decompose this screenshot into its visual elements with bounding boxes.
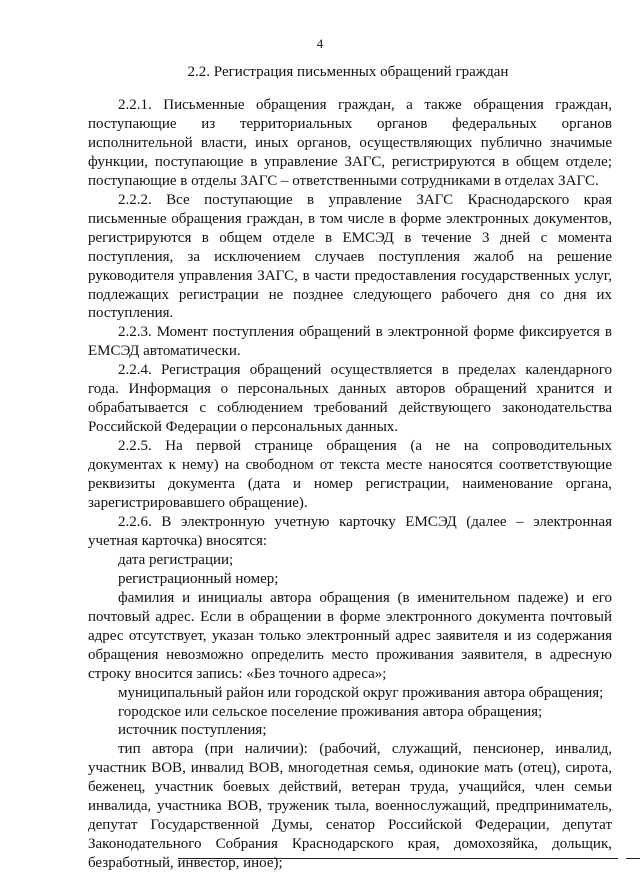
list-item: регистрационный номер;: [118, 570, 279, 587]
section-heading: 2.2. Регистрация письменных обращений граждан: [187, 64, 509, 80]
list-item: городское или сельское поселение проживания автора обращения;: [118, 703, 543, 720]
page-number: 4: [316, 36, 324, 51]
body-text: [88, 96, 612, 873]
paragraph: 2.2.2. Все поступающие в управление ЗАГС Краснодарского края письменные обращения граждан, в том числе в форме электронных документов, регистрируются в общем отделе в ЕМСЭД в течение 3 дней с момента поступления, за исключением случаев поступления жалоб на решение руководителя управления ЗАГС, в части предоставления государственных услуг, подлежащих регистрации не позднее следующего рабочего дня со дня их поступления.: [88, 191, 612, 322]
paragraph: 2.2.1. Письменные обращения граждан, а также обращения граждан, поступающие из территориальных органов федеральных органов исполнительной власти, иных органов, осуществляющих публично значимые функции, поступающие в управление ЗАГС, регистрируются в общем отделе; поступающие в отделы ЗАГС – ответственными сотрудниками в отделах ЗАГС.: [88, 97, 612, 189]
corner-mark: [626, 858, 640, 859]
paragraph: 2.2.4. Регистрация обращений осуществляется в пределах календарного года. Информация о персональных данных авторов обращений хранится и обрабатывается с соблюдением требований действующего законодательства Российской Федерации о персональных данных.: [88, 362, 612, 436]
paragraph: 2.2.6. В электронную учетную карточку ЕМСЭД (далее – электронная учетная карточка) вносятся:: [88, 513, 612, 549]
paragraph: 2.2.5. На первой странице обращения (а не на сопроводительных документах к нему) на свободном от текста месте наносятся соответствующие реквизиты документа (дата и номер регистрации, наименование органа, зарегистрировавшего обращение).: [88, 438, 612, 512]
list-item: фамилия и инициалы автора обращения (в именительном падеже) и его почтовый адрес. Если в обращении в форме электронного документа почтовый адрес отсутствует, указан только электронный адрес заявителя и из содержания обращения невозможно определить место проживания заявителя, в адресную строку вносится запись: «Без точного адреса»;: [88, 589, 612, 682]
list-item: дата регистрации;: [118, 551, 234, 568]
paragraph: 2.2.3. Момент поступления обращений в электронной форме фиксируется в ЕМСЭД автоматически.: [88, 324, 612, 360]
list-item: тип автора (при наличии): (рабочий, служащий, пенсионер, инвалид, участник ВОВ, инвалид ВОВ, многодетная семья, одинокие мать (отец), сирота, беженец, участник боевых действий, ветеран труда, учащийся, член семьи инвалида, участника ВОВ, труженик тыла, военнослужащий, предприниматель, депутат Государственной Думы, сенатор Российской Федерации, депутат Законодательного Собрания Краснодарского края, домохозяйка, дольщик, безработный, инвестор, иное);: [88, 741, 612, 872]
bottom-rule: [178, 858, 618, 859]
list-item: муниципальный район или городской округ проживания автора обращения;: [118, 684, 604, 701]
list-item: источник поступления;: [118, 722, 267, 739]
